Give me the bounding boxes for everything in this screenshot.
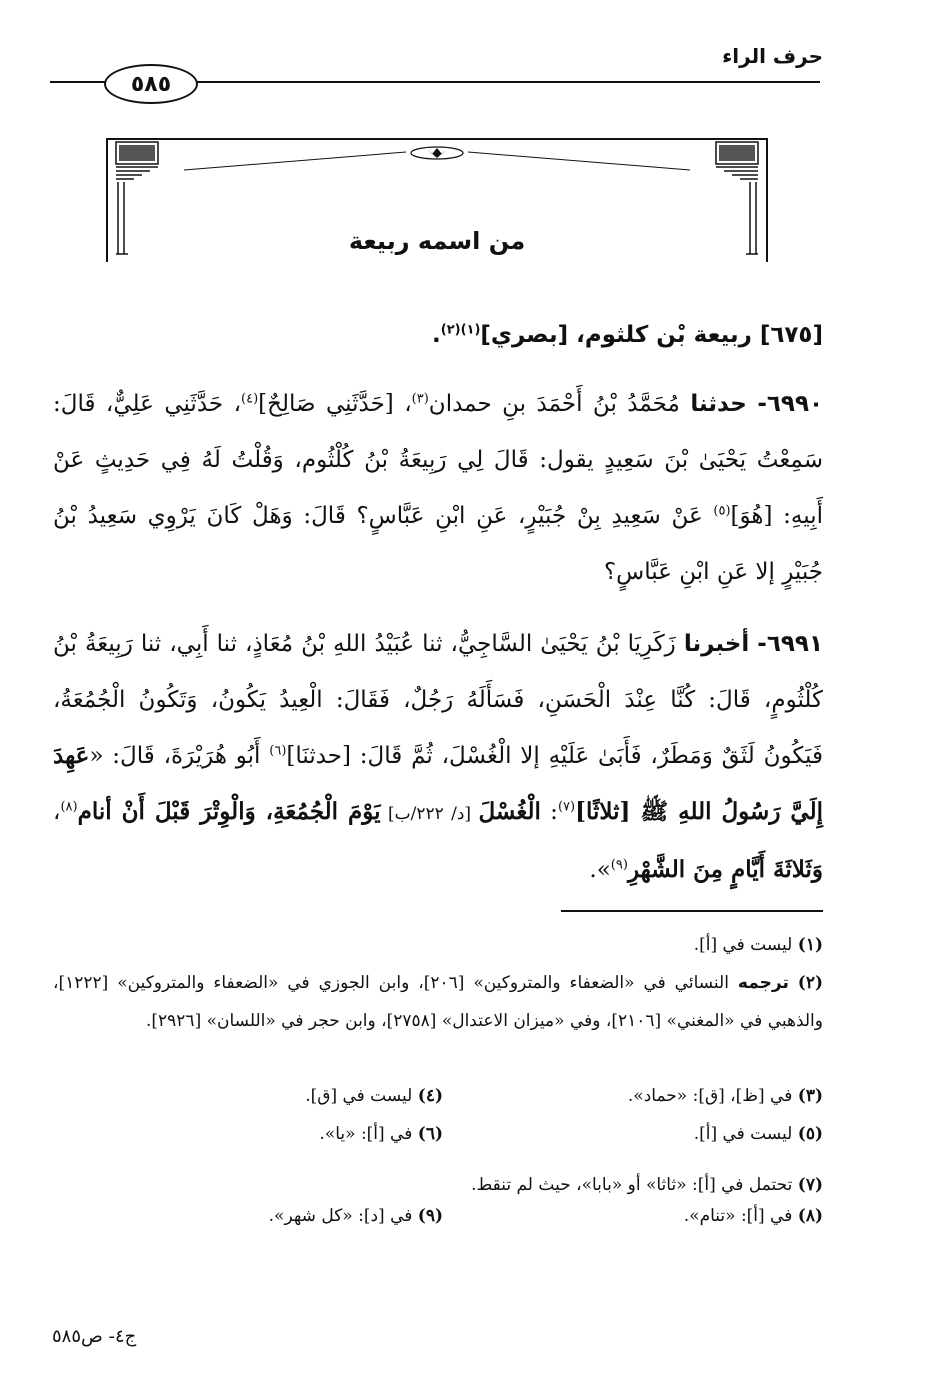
page-number: ٥٨٥ bbox=[104, 64, 198, 104]
footnote-text: في [أ]: «يا». bbox=[319, 1124, 413, 1144]
footnote-ref: (٧) bbox=[557, 799, 576, 815]
hadith-number: ٦٩٩٠- bbox=[757, 391, 824, 417]
hadith-text: مُحَمَّدُ بْنُ أَحْمَدَ بنِ حمدان bbox=[428, 391, 680, 417]
footnote-7 bbox=[471, 1166, 823, 1204]
footnote-ref: (٦) bbox=[269, 743, 287, 759]
footnote-row bbox=[53, 1086, 823, 1124]
hadith-bold-text: عَهِدَ إِلَيَّ رَسُولُ اللهِ ﷺ [ثلاثًا] bbox=[53, 742, 823, 825]
hadith-bold-text: يَوْمَ الْجُمُعَةِ، وَالْوِتْرَ قَبْلَ أَنْ أنام bbox=[77, 798, 381, 825]
footnote-5 bbox=[694, 1124, 823, 1144]
hadith-bold-text: الْغُسْلَ bbox=[478, 798, 541, 825]
entry-title-end: . bbox=[431, 322, 441, 348]
footnote-3 bbox=[628, 1086, 823, 1106]
hadith-text: ، [حَدَّثَنِي صَالِحٌ] bbox=[258, 391, 412, 417]
manuscript-ref: [د/ ٢٢٢/ب] bbox=[380, 804, 479, 824]
section-title: من اسمه ربيعة bbox=[348, 227, 526, 255]
footnote-label: (٨) bbox=[797, 1206, 823, 1226]
footnote-label: (٢) bbox=[797, 973, 823, 993]
footnote-text: في [أ]: «تنام». bbox=[683, 1206, 793, 1226]
footnote-ref: (٩) bbox=[610, 857, 628, 873]
footnote-label: (١) bbox=[797, 935, 823, 955]
footnote-label: (٥) bbox=[797, 1124, 823, 1144]
footnote-label: (٧) bbox=[797, 1175, 823, 1195]
hadith-text: ، حَدَّثَنِي عَلِيٌّ، قَالَ: سَمِعْتُ يَحْيَىٰ بْنَ سَعِيدٍ يقول: قَالَ لِي رَبِيعَةُ بْنُ كُلْثُوم، وَقُلْتُ لَهُ فِي حَدِيثٍ عَنْ أَبِيهِ: [هُوَ] bbox=[53, 391, 823, 529]
footnote-6 bbox=[319, 1124, 443, 1144]
footnote-ref: (٨) bbox=[60, 799, 78, 815]
hadith-lead: حدثنا bbox=[690, 391, 747, 417]
entry-title-text: [٦٧٥] ربيعة بْن كلثوم، [بصري] bbox=[480, 322, 823, 348]
running-head: حرف الراء bbox=[722, 44, 823, 68]
hadith-bold-text: وَثَلاثَةَ أَيَّامٍ مِنَ الشَّهْرِ bbox=[627, 856, 823, 883]
footnote-ref: (٤) bbox=[241, 391, 259, 407]
footnote-row bbox=[53, 1206, 823, 1244]
hadith-text: : bbox=[540, 799, 558, 825]
entry-title bbox=[432, 322, 823, 348]
hadith-number: ٦٩٩١- bbox=[757, 631, 823, 657]
footnote-text: ليست في [أ]. bbox=[693, 935, 793, 955]
footnote-text: ليست في [أ]. bbox=[693, 1124, 793, 1144]
hadith-text: أَبُو هُرَيْرَةَ، قَالَ: « bbox=[89, 743, 270, 769]
footnote-text: النسائي في «الضعفاء والمتروكين» [٢٠٦]، وابن الجوزي في «الضعفاء والمتروكين» [١٢٢٢]، والذهبي في «المغني» [٢١٠٦]، وفي «ميزان الاعتدال» [٢٧٥٨]، وابن حجر في «اللسان» [٢٩٢٦]. bbox=[53, 973, 823, 1031]
footnote-ref: (٥) bbox=[713, 503, 731, 519]
footnote-1 bbox=[694, 926, 823, 964]
hadith-text: زَكَرِيَا بْنُ يَحْيَىٰ السَّاجِيُّ، ثنا عُبَيْدُ اللهِ بْنُ مُعَاذٍ، ثنا أَبِي، ثنا رَبِيعَةُ بْنُ كُلْثُومٍ، قَالَ: كُنَّا عِنْدَ الْحَسَنِ، فَسَأَلَهُ رَجُلٌ، فَقَالَ: الْعِيدُ يَكُونُ، وَتَكُونُ الْجُمُعَةُ، فَيَكُونُ لَثَقٌ وَمَطَرٌ، فَأَبَىٰ عَلَيْهِ إلا الْغُسْلَ، ثُمَّ قَالَ: [حدثنَا] bbox=[53, 631, 823, 769]
hadith-6990 bbox=[53, 376, 823, 600]
hadith-text: ، bbox=[53, 799, 61, 825]
footnote-2 bbox=[53, 964, 823, 1040]
footnote-label: (٤) bbox=[417, 1086, 443, 1106]
footnote-8 bbox=[684, 1206, 823, 1226]
footnote-text: في [ظ]، [ق]: «حماد». bbox=[627, 1086, 793, 1106]
footnote-rule bbox=[561, 910, 823, 912]
footnote-text: تحتمل في [أ]: «ثاثا» أو «بابا»، حيث لم تنقط. bbox=[471, 1175, 793, 1195]
footnote-9 bbox=[269, 1206, 443, 1226]
hadith-text: ». bbox=[589, 857, 611, 883]
volume-page-reference: ج٤- ص٥٨٥ bbox=[52, 1326, 137, 1347]
footnote-lead: ترجمه bbox=[737, 973, 789, 993]
hadith-lead: أخبرنا bbox=[683, 631, 750, 657]
footnote-text: ليست في [ق]. bbox=[305, 1086, 413, 1106]
hadith-6991 bbox=[53, 616, 823, 898]
footnote-text: في [د]: «كل شهر». bbox=[268, 1206, 413, 1226]
footnote-label: (٩) bbox=[417, 1206, 443, 1226]
footnote-ref: (٣) bbox=[411, 391, 429, 407]
footnote-row bbox=[53, 1124, 823, 1162]
footnote-label: (٦) bbox=[417, 1124, 443, 1144]
footnote-ref: (١)(٢) bbox=[440, 322, 481, 338]
hadith-text: عَنْ سَعِيدِ بِنْ جُبَيْرٍ، عَنِ ابْنِ عَبَّاسٍ؟ قَالَ: وَهَلْ كَانَ يَرْوِي سَعِيدُ بْنُ جُبَيْرٍ إلا عَنِ ابْنِ عَبَّاسٍ؟ bbox=[53, 503, 823, 585]
footnote-label: (٣) bbox=[797, 1086, 823, 1106]
footnote-4 bbox=[305, 1086, 443, 1106]
